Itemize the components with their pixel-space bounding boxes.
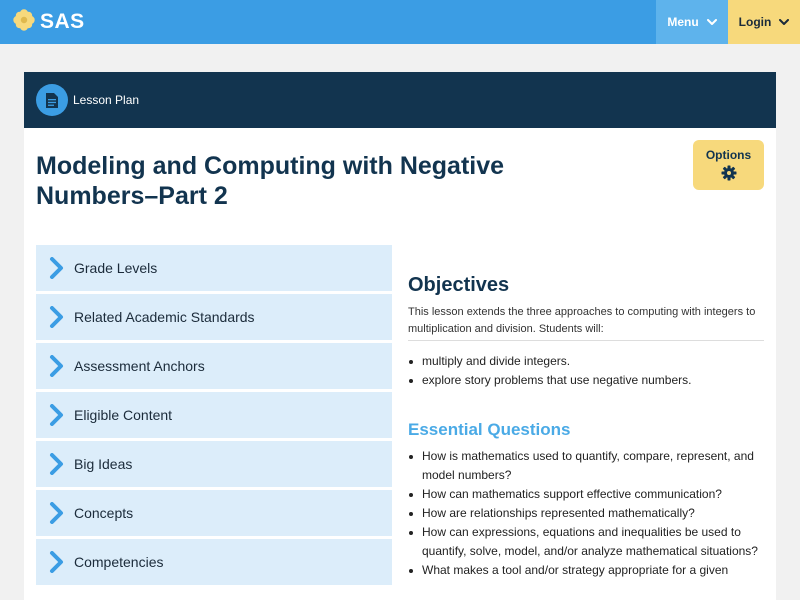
options-label: Options [705,148,752,162]
page-title [36,151,656,211]
accordion-eligible-content[interactable] [36,392,392,438]
objectives-description: This lesson extends the three approaches to computing with integers to multiplication and division. Students will: [408,306,756,335]
essential-questions-list [408,447,768,580]
page-title-line-2: Numbers–Part 2 [36,182,228,210]
chevron-right-icon [49,306,65,328]
gear-icon [721,165,737,186]
lesson-plan-card [24,72,776,600]
chevron-down-icon [779,19,789,26]
menu-button[interactable] [656,0,728,44]
chevron-down-icon [707,19,717,26]
chevron-right-icon [49,257,65,279]
accordion-related-academic-standards[interactable] [36,294,392,340]
list-item: How are relationships represented mathematically? [408,504,768,523]
accordion-label: Eligible Content [74,407,173,423]
page-title-line-1: Modeling and Computing with Negative [36,152,505,180]
accordion-concepts[interactable] [36,490,392,536]
objectives-heading: Objectives [408,274,510,296]
card-header [24,72,776,128]
accordion-big-ideas[interactable] [36,441,392,487]
accordion-label: Big Ideas [74,456,133,472]
accordion-label: Assessment Anchors [74,358,205,374]
objectives-list [408,352,768,390]
chevron-right-icon [49,404,65,426]
accordion-label: Related Academic Standards [74,309,255,325]
chevron-right-icon [49,502,65,524]
accordion-label: Competencies [74,554,164,570]
divider [408,340,764,341]
accordion-label: Grade Levels [74,260,158,276]
login-label: Login [738,15,772,29]
list-item: explore story problems that use negative numbers. [408,371,768,390]
options-button[interactable] [693,140,764,190]
list-item: How is mathematics used to quantify, compare, represent, and model numbers? [408,447,768,485]
brand-name: SAS [40,10,85,33]
list-item: How can mathematics support effective communication? [408,485,768,504]
sas-logo[interactable] [12,8,85,36]
accordion-competencies[interactable] [36,539,392,585]
chevron-right-icon [49,551,65,573]
list-item: What makes a tool and/or strategy appropriate for a given [408,561,768,580]
list-item: multiply and divide integers. [408,352,768,371]
top-navigation-bar [0,0,800,44]
accordion-label: Concepts [74,505,134,521]
login-button[interactable] [728,0,800,44]
content-type-label: Lesson Plan [73,93,140,107]
list-item: How can expressions, equations and inequalities be used to quantify, solve, model, and/or analyze mathematical situations? [408,523,768,561]
accordion-grade-levels[interactable] [36,245,392,291]
document-icon [36,84,68,116]
chevron-right-icon [49,355,65,377]
essential-questions-heading: Essential Questions [408,420,571,439]
menu-label: Menu [667,15,699,29]
accordion-assessment-anchors[interactable] [36,343,392,389]
chevron-right-icon [49,453,65,475]
flower-icon [12,8,36,37]
